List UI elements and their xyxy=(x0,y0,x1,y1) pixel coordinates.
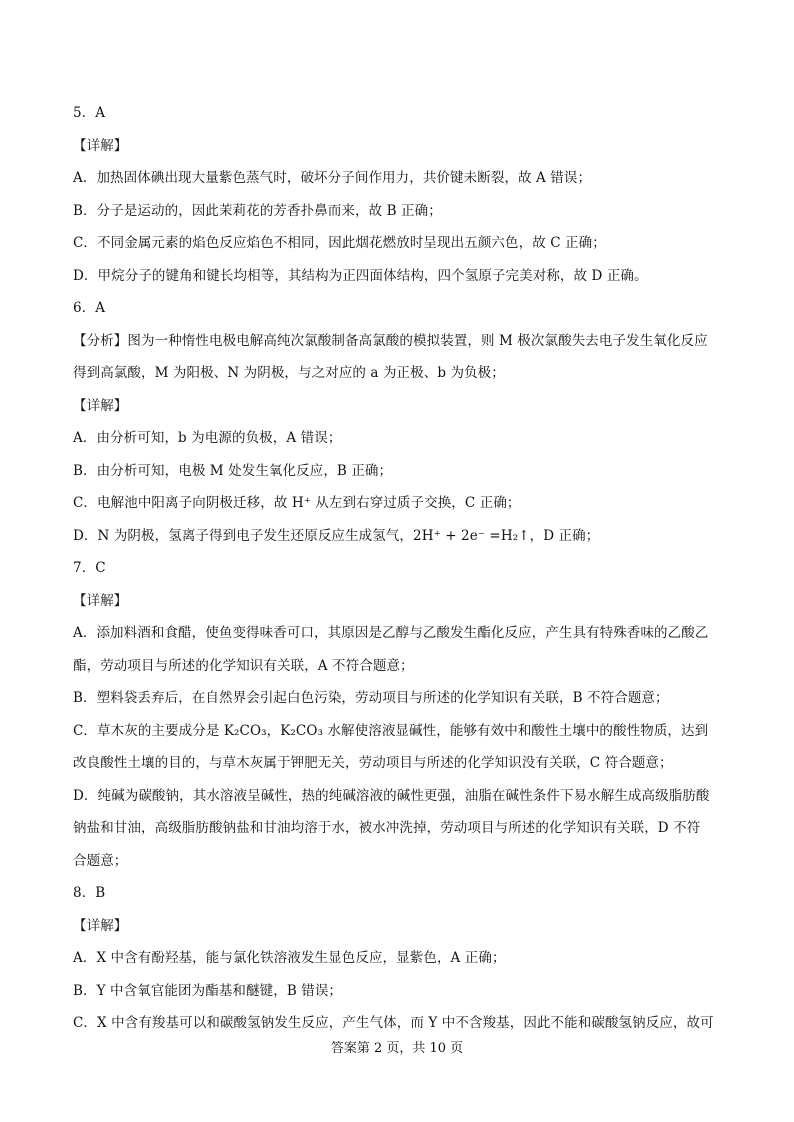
text-line: C．电解池中阳离子向阴极迁移，故 H⁺ 从左到右穿过质子交换，C 正确； xyxy=(73,495,521,511)
answer-content xyxy=(73,103,721,1046)
text-line: A．X 中含有酚羟基，能与氯化铁溶液发生显色反应，显紫色，A 正确； xyxy=(73,950,506,966)
text-line: B．Y 中含氧官能团为酯基和醚键，B 错误； xyxy=(73,982,343,999)
text-line: C．草木灰的主要成分是 K₂CO₃，K₂CO₃ 水解使溶液显碱性，能够有效中和酸性土壤中的酸性物质，达到 xyxy=(73,722,709,739)
text-line: 钠盐和甘油，高级脂肪酸钠盐和甘油均溶于水，被水冲洗掉，劳动项目与所述的化学知识有关联，D 不符 xyxy=(73,820,701,836)
text-line: 7．C xyxy=(73,560,106,576)
text-line: A．由分析可知，b 为电源的负极，A 错误； xyxy=(73,430,342,446)
text-line: 改良酸性土壤的目的，与草木灰属于钾肥无关，劳动项目与所述的化学知识没有关联，C 符合题意； xyxy=(73,755,673,771)
text-line: D．N 为阴极，氢离子得到电子发生还原反应生成氢气，2H⁺ + 2e⁻ =H₂↑，D 正确； xyxy=(73,527,600,544)
text-line: 8．B xyxy=(73,885,106,901)
text-line: 【详解】 xyxy=(73,137,128,154)
page-footer: 答案第 2 页，共 10 页 xyxy=(330,1041,464,1056)
text-line: C．不同金属元素的焰色反应焰色不相同，因此烟花燃放时呈现出五颜六色，故 C 正确； xyxy=(73,235,606,251)
text-line: 酯，劳动项目与所述的化学知识有关联，A 不符合题意； xyxy=(73,657,414,674)
text-line: 得到高氯酸，M 为阳极、N 为阴极，与之对应的 a 为正极、b 为负极； xyxy=(73,365,505,381)
text-line: 6．A xyxy=(73,300,106,316)
text-line: 【详解】 xyxy=(73,397,128,414)
text-line: D．纯碱为碳酸钠，其水溶液呈碱性，热的纯碱溶液的碱性更强，油脂在碱性条件下易水解生成高级脂肪酸 xyxy=(73,787,710,804)
text-line: B．塑料袋丢弃后，在自然界会引起白色污染，劳动项目与所述的化学知识有关联，B 不符合题意； xyxy=(73,690,669,706)
text-line: 【详解】 xyxy=(73,917,128,934)
text-line: 【分析】图为一种惰性电极电解高纯次氯酸制备高氯酸的模拟装置，则 M 极次氯酸失去电子发生氧化反应 xyxy=(73,332,708,349)
text-line: A．加热固体碘出现大量紫色蒸气时，破坏分子间作用力，共价键未断裂，故 A 错误； xyxy=(73,170,592,186)
text-line: 【详解】 xyxy=(73,592,128,609)
text-line: C．X 中含有羧基可以和碳酸氢钠发生反应，产生气体，而 Y 中不含羧基，因此不能和碳酸氢钠反应，故可 xyxy=(73,1015,714,1031)
text-line: 5．A xyxy=(73,105,106,121)
text-line: B．分子是运动的，因此茉莉花的芳香扑鼻而来，故 B 正确； xyxy=(73,202,442,219)
text-line: 合题意； xyxy=(73,852,128,869)
text-line: A．添加料酒和食醋，使鱼变得味香可口，其原因是乙醇与乙酸发生酯化反应，产生具有特殊香味的乙酸乙 xyxy=(73,625,709,641)
text-line: B．由分析可知，电极 M 处发生氧化反应，B 正确； xyxy=(73,462,393,479)
text-line: D．甲烷分子的键角和键长均相等，其结构为正四面体结构，四个氢原子完美对称，故 D 正确。 xyxy=(73,267,648,284)
